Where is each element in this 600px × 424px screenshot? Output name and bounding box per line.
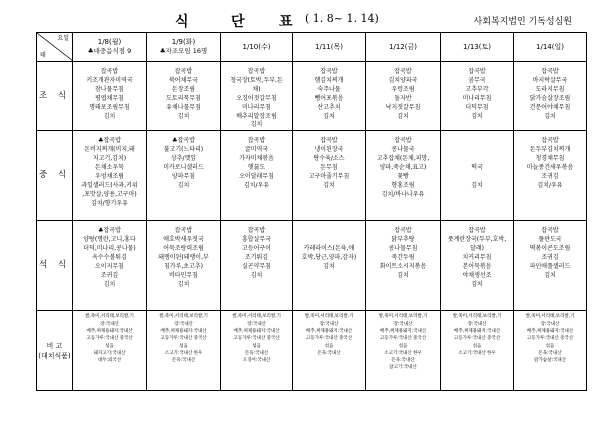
menu-item: 숙주나물 — [317, 85, 341, 93]
menu-item: 냉이된장국 — [314, 146, 344, 154]
title-char-1: 식 — [175, 14, 189, 30]
origin-line: 고등가루:국내산 중국산 — [453, 336, 501, 342]
menu-item: 잡곡밥 — [247, 68, 266, 75]
origin-line: 장:국내산 — [174, 321, 193, 327]
origin-line: 배추,찌제용돼지:국내산 — [233, 328, 280, 334]
menu-item: 오이지무침 — [95, 262, 124, 270]
menu-item: 잡곡밥 — [174, 227, 193, 235]
menu-item: 김치 — [544, 271, 556, 279]
menu-item: 평엽채무침 — [95, 94, 124, 102]
origin-line: 장:국내산 — [100, 321, 119, 327]
menu-cell — [73, 131, 147, 221]
origin-line: 배추,찌제용돼지:국내산 — [526, 328, 574, 334]
menu-item: 김치 — [323, 262, 335, 270]
menu-item: 김치 — [177, 181, 190, 189]
menu-item: 김치 — [177, 112, 190, 120]
menu-item: 돈채소우묵 — [95, 164, 124, 172]
notes-row — [37, 311, 587, 391]
origin-line: 돈육:국내산 — [171, 358, 196, 364]
menu-item: 향홍조림 — [391, 181, 415, 189]
menu-item — [441, 146, 513, 155]
day-header-0 — [73, 33, 147, 62]
menu-item: 김치 — [250, 121, 263, 129]
origin-line: 장:국내산 — [247, 321, 266, 327]
origin-line: 섞음 — [105, 343, 114, 349]
day-date: 1/14(일) — [536, 42, 564, 51]
menu-item: 굴미역국 — [244, 146, 269, 154]
menu-item — [441, 137, 513, 146]
menu-cell — [441, 221, 514, 311]
origin-line: 섞음 — [398, 343, 408, 349]
menu-item: 김치/우유 — [537, 181, 563, 189]
menu-cell — [441, 62, 514, 131]
menu-item: 우엉채조림 — [95, 172, 124, 180]
menu-item: 김치 — [544, 112, 556, 120]
menu-item: 마늘종건새우볶음 — [526, 164, 574, 172]
menu-item: 뺑어포볶음 — [314, 94, 344, 102]
origin-line: 쌀,죽미,서리태,보리쌀,기 — [304, 314, 354, 320]
menu-item: 애호박새우젓국 — [163, 236, 204, 244]
corner-top-label: 요일 — [57, 35, 69, 42]
origin-line: 고등가루:국내산 중국산 — [233, 336, 280, 342]
menu-item: 탕수육/소스 — [313, 155, 345, 163]
origin-line: 장:국내산 — [467, 321, 487, 327]
menu-item: 돈무침 — [320, 164, 338, 172]
origin-line: 배추,찌제용돼지:국내산 — [86, 328, 133, 334]
menu-item: 호박,당근,양파,감자) — [301, 254, 357, 262]
menu-item: 더덕,미나리,콩나물) — [83, 245, 136, 253]
menu-item: 김치 — [103, 280, 116, 288]
menu-item: 곰무국 — [468, 76, 486, 84]
day-date: 1/8(월) — [97, 38, 122, 46]
menu-item: 김치 — [177, 280, 190, 288]
menu-item: 조기튀김 — [244, 254, 269, 262]
menu-item: 잡곡밥 — [468, 68, 486, 75]
menu-item: 옥수수볼튀김 — [92, 254, 127, 262]
menu-item: 김치 — [323, 181, 335, 189]
menu-item: 햄김치찌개 — [314, 76, 344, 84]
menu-cell — [73, 62, 147, 131]
menu-item: 유채나물무침 — [166, 103, 201, 111]
origin-line: 배추,찌제용돼지:국내산 — [160, 328, 207, 334]
menu-item: 고구마줄기무침 — [308, 172, 350, 180]
menu-item: 조귀김 — [541, 254, 559, 262]
menu-item: 카레라이스(돈육,애 — [303, 245, 355, 253]
menu-item: 미나리무침 — [242, 103, 271, 111]
menu-cell — [441, 311, 514, 391]
origin-line: 돈육:국내산 — [538, 350, 562, 356]
menu-item: 풋계란장국(두부,호박, — [447, 236, 507, 244]
header-row — [37, 33, 587, 62]
menu-item: 배추리알장조림 — [236, 112, 277, 120]
menu-item — [441, 155, 513, 164]
menu-item: 파인애플샐러드 — [529, 262, 571, 270]
menu-item: ♣잡곡밥 — [172, 137, 195, 145]
menu-cell — [366, 131, 441, 221]
menu-cell — [221, 221, 293, 311]
menu-item: 돈비지찌개(비지,돼 — [84, 146, 135, 154]
menu-item: ♣잡곡밥 — [98, 227, 121, 235]
menu-item: 지고기,김치) — [92, 155, 127, 163]
origin-line: 장:국내산 — [393, 321, 413, 327]
menu-cell — [366, 311, 441, 391]
day-header-1 — [147, 33, 221, 62]
menu-cell — [73, 311, 147, 391]
breakfast-row — [37, 62, 587, 131]
origin-line: 섞음 — [324, 343, 334, 349]
menu-item: 잡곡밥 — [247, 227, 266, 235]
origin-line: 섞음 — [252, 343, 261, 349]
menu-item: 김치양파국 — [388, 76, 418, 84]
menu-item: 풀판도국 — [538, 236, 562, 244]
origin-line: 돈육:국내산 — [317, 350, 341, 356]
menu-item: 실곤약무침 — [242, 262, 271, 270]
menu-item: 채) — [252, 85, 261, 93]
menu-item: 잡곡밥 — [247, 137, 266, 145]
menu-item: 산고추치 — [317, 103, 341, 111]
origin-line: 소고기:국내산 한우 — [458, 350, 496, 356]
menu-item: 양파,죽순채,표고) — [379, 164, 427, 172]
title-char-3: 표 — [279, 14, 293, 30]
menu-item: 돈두부김치찌개 — [529, 146, 571, 154]
menu-item: 김치 — [397, 271, 409, 279]
menu-item: 상추/깻잎 — [170, 155, 197, 163]
origin-line: 쌀,죽미,서리태,보리쌀,기 — [159, 314, 208, 320]
menu-item: 침가루,초고추) — [163, 262, 204, 270]
menu-cell — [514, 131, 587, 221]
menu-cell — [514, 311, 587, 391]
menu-item: 잡곡밥 — [541, 68, 559, 75]
menu-item: 김치 — [323, 112, 335, 120]
day-header-6 — [514, 33, 587, 62]
menu-item: 참나물무침 — [95, 85, 124, 93]
menu-item: 잡곡밥 — [468, 227, 486, 235]
day-date: 1/11(목) — [315, 42, 343, 51]
lunch-row — [37, 131, 587, 221]
menu-item: 잡곡밥 — [320, 137, 338, 145]
origin-line: 배추,찌제용돼지:국내산 — [379, 328, 427, 334]
menu-item: 양파무침 — [171, 172, 196, 180]
day-header-5 — [441, 33, 514, 62]
menu-item: 미카로니샐러드 — [163, 164, 204, 172]
menu-item: 조귀김 — [541, 172, 559, 180]
menu-item: 김치/우유 — [243, 181, 270, 189]
corner-cell — [37, 33, 73, 62]
menu-item: ♣잡곡밥 — [98, 137, 121, 145]
menu-item: 우렁조림 — [391, 85, 415, 93]
menu-item: 잡곡밥 — [174, 68, 193, 75]
menu-cell — [73, 221, 147, 311]
origin-line: 쌀,죽미,서리태,보리쌀,기 — [85, 314, 134, 320]
menu-item: 도라지무침 — [535, 85, 565, 93]
menu-item: 돼랭이된(돼랭이,부 — [158, 254, 209, 262]
day-date: 1/10(수) — [242, 42, 271, 51]
menu-item: 바지락살무국 — [532, 76, 568, 84]
origin-line: 섞음 — [545, 343, 555, 349]
menu-item: 고추부각 — [465, 85, 489, 93]
menu-item: 잡곡밥 — [100, 68, 119, 75]
menu-item: 김치/향기우유 — [91, 199, 128, 207]
day-date: 1/12(금) — [389, 42, 417, 51]
menu-item: 흥합살무국 — [242, 236, 271, 244]
menu-item: 김치 — [471, 181, 483, 189]
menu-item: 도토리묵무침 — [166, 94, 201, 102]
menu-item: 죽간두림 — [391, 254, 415, 262]
menu-item: 떡국 — [471, 164, 483, 172]
menu-item: 양탕(명란,고니,홍다 — [83, 236, 136, 244]
organization-name: 사회복지법인 기독성심원 — [473, 17, 572, 27]
corner-bottom-label: 태 — [40, 52, 46, 59]
menu-item: 잡곡밥 — [394, 68, 412, 75]
menu-item: 떡볶이콘도조림 — [529, 245, 571, 253]
menu-item: 꽃빵 — [397, 172, 409, 180]
origin-line: 배추,찌제용돼지:국내산 — [305, 328, 353, 334]
menu-cell — [147, 131, 221, 221]
menu-item: 김치 — [397, 112, 409, 120]
menu-item: 콩나물무침 — [388, 245, 418, 253]
menu-item: 키조개관자미역국 — [86, 76, 133, 84]
menu-cell — [514, 62, 587, 131]
origin-line: 닭고기:국내산 — [389, 365, 417, 371]
menu-item: 본어묵볶음 — [462, 262, 492, 270]
menu-item: 잡곡밥 — [541, 227, 559, 235]
origin-line: 장:국내산 — [540, 321, 560, 327]
menu-item: 비타민무침 — [169, 271, 198, 279]
day-note: ♣대중음식점 9 — [87, 47, 132, 55]
menu-item: 돌자반 — [394, 94, 412, 102]
menu-item: 북어채무국 — [169, 76, 198, 84]
menu-cell — [147, 62, 221, 131]
menu-cell — [514, 221, 587, 311]
menu-cell — [366, 62, 441, 131]
menu-cell — [147, 221, 221, 311]
origin-line: 소고기:국내산 한우 — [164, 350, 203, 356]
menu-item: 닭부추탕 — [391, 236, 415, 244]
menu-item: 햇끓도 — [247, 164, 266, 172]
notes-label: 비 고 — [46, 341, 63, 350]
day-header-3 — [293, 33, 366, 62]
origin-line: 배추,찌제용돼지:국내산 — [453, 328, 501, 334]
menu-item — [293, 227, 365, 236]
menu-cell — [221, 131, 293, 221]
menu-item — [441, 173, 513, 182]
menu-item: 조귀김 — [100, 271, 119, 279]
menu-item: 낙지젓갈무침 — [385, 103, 421, 111]
menu-cell — [293, 62, 366, 131]
menu-item: 잡곡밥 — [320, 68, 338, 75]
row-label-dinner: 석 식 — [37, 221, 73, 311]
menu-item: 돈장조림 — [171, 85, 196, 93]
menu-cell — [293, 311, 366, 391]
row-label-breakfast: 조 식 — [37, 62, 73, 131]
origin-line: 돼지고기:국내산 — [93, 350, 126, 356]
origin-line: 고등가루:국내산 중국산 — [526, 336, 574, 342]
menu-item: ,포맛살,양용,고구마) — [82, 190, 137, 198]
origin-line: 섞음 — [179, 343, 188, 349]
notes-sublabel: (대치식품) — [38, 351, 71, 360]
row-label-lunch: 중 식 — [37, 131, 73, 221]
menu-item: 청국장(토박,두부,돈 — [230, 76, 283, 84]
origin-line: 돈육:국내산 — [391, 358, 415, 364]
row-label-notes — [37, 311, 73, 391]
menu-item: 잡곡밥 — [394, 227, 412, 235]
menu-item: 김치 — [250, 271, 263, 279]
origin-line: 닭가슴살:국내산 — [534, 358, 566, 364]
menu-item: 고등어구이 — [242, 245, 271, 253]
menu-item: 치커리무침 — [462, 254, 492, 262]
menu-item: 명태포조림무침 — [89, 103, 130, 111]
menu-item: 잡곡밥 — [541, 137, 559, 145]
menu-item: 김치/바나나우유 — [381, 190, 425, 198]
origin-line: 돈육:국내산 — [244, 350, 269, 356]
menu-item: 김치 — [471, 280, 483, 288]
menu-cell — [221, 62, 293, 131]
origin-line: 쌀,죽미,서리태,보리쌀,기 — [232, 314, 281, 320]
menu-item: 건문어야채무침 — [529, 103, 571, 111]
origin-line: 쌀,죽미,서리태,보리쌀,기 — [378, 314, 428, 320]
menu-item: 콩나물국 — [391, 146, 415, 154]
menu-table — [36, 32, 587, 391]
menu-item: 미나리무침 — [462, 94, 492, 102]
day-header-4 — [366, 33, 441, 62]
menu-item: 과일샐러드(사과,키위 — [81, 181, 138, 189]
menu-item — [293, 236, 365, 245]
menu-item: 야채생선조 — [462, 271, 492, 279]
dinner-row — [37, 221, 587, 311]
origin-line: 소고기:국내산 한우 — [384, 350, 422, 356]
origin-line: 오징어:국내산 — [242, 358, 271, 364]
origin-line: 장:국내산 — [319, 321, 339, 327]
origin-line: 대두:외국산 — [97, 358, 122, 364]
date-range: ( 1. 8~ 1. 14) — [305, 12, 379, 25]
day-date: 1/13(토) — [463, 42, 491, 51]
origin-line: 쌀,죽미,서리태,보리쌀,기 — [525, 314, 575, 320]
menu-cell — [366, 221, 441, 311]
origin-line: 고등가루:국내산 중국산 — [305, 336, 353, 342]
menu-item: 김치 — [471, 112, 483, 120]
origin-line: 섞음 — [472, 343, 482, 349]
menu-item: 청경채무침 — [535, 155, 565, 163]
origin-line: 고등가루:국내산 중국산 — [86, 336, 133, 342]
menu-item: 닭가슴살장조림 — [529, 94, 571, 102]
menu-cell — [221, 311, 293, 391]
title-char-2: 단 — [231, 14, 245, 30]
menu-item: 더덕무침 — [465, 103, 489, 111]
origin-line: 쌀,죽미,서리태,보리쌀,기 — [452, 314, 502, 320]
menu-item: 오이달래무침 — [239, 172, 274, 180]
menu-item: 화이트소시지볶음 — [379, 262, 427, 270]
day-note: ♣자조모임 16명 — [159, 47, 208, 55]
menu-item: 불고기(느타리) — [163, 146, 204, 154]
day-date: 1/9(화) — [171, 38, 196, 46]
menu-item: 오징어젓갈무침 — [236, 94, 277, 102]
menu-item: 잡곡밥 — [394, 137, 412, 145]
menu-item: 달래) — [470, 245, 484, 253]
menu-item: 김치 — [103, 112, 116, 120]
menu-item: 어묵조랑력조림 — [163, 245, 204, 253]
day-header-2 — [221, 33, 293, 62]
menu-item: 고추잡채(돈채,피망, — [376, 155, 430, 163]
menu-item: 가자미채볶음 — [239, 155, 274, 163]
menu-cell — [293, 131, 366, 221]
menu-cell — [147, 311, 221, 391]
origin-line: 고등가루:국내산 중국산 — [379, 336, 427, 342]
origin-line: 고등가루:국내산 중국산 — [160, 336, 207, 342]
menu-cell — [293, 221, 366, 311]
menu-cell — [441, 131, 514, 221]
